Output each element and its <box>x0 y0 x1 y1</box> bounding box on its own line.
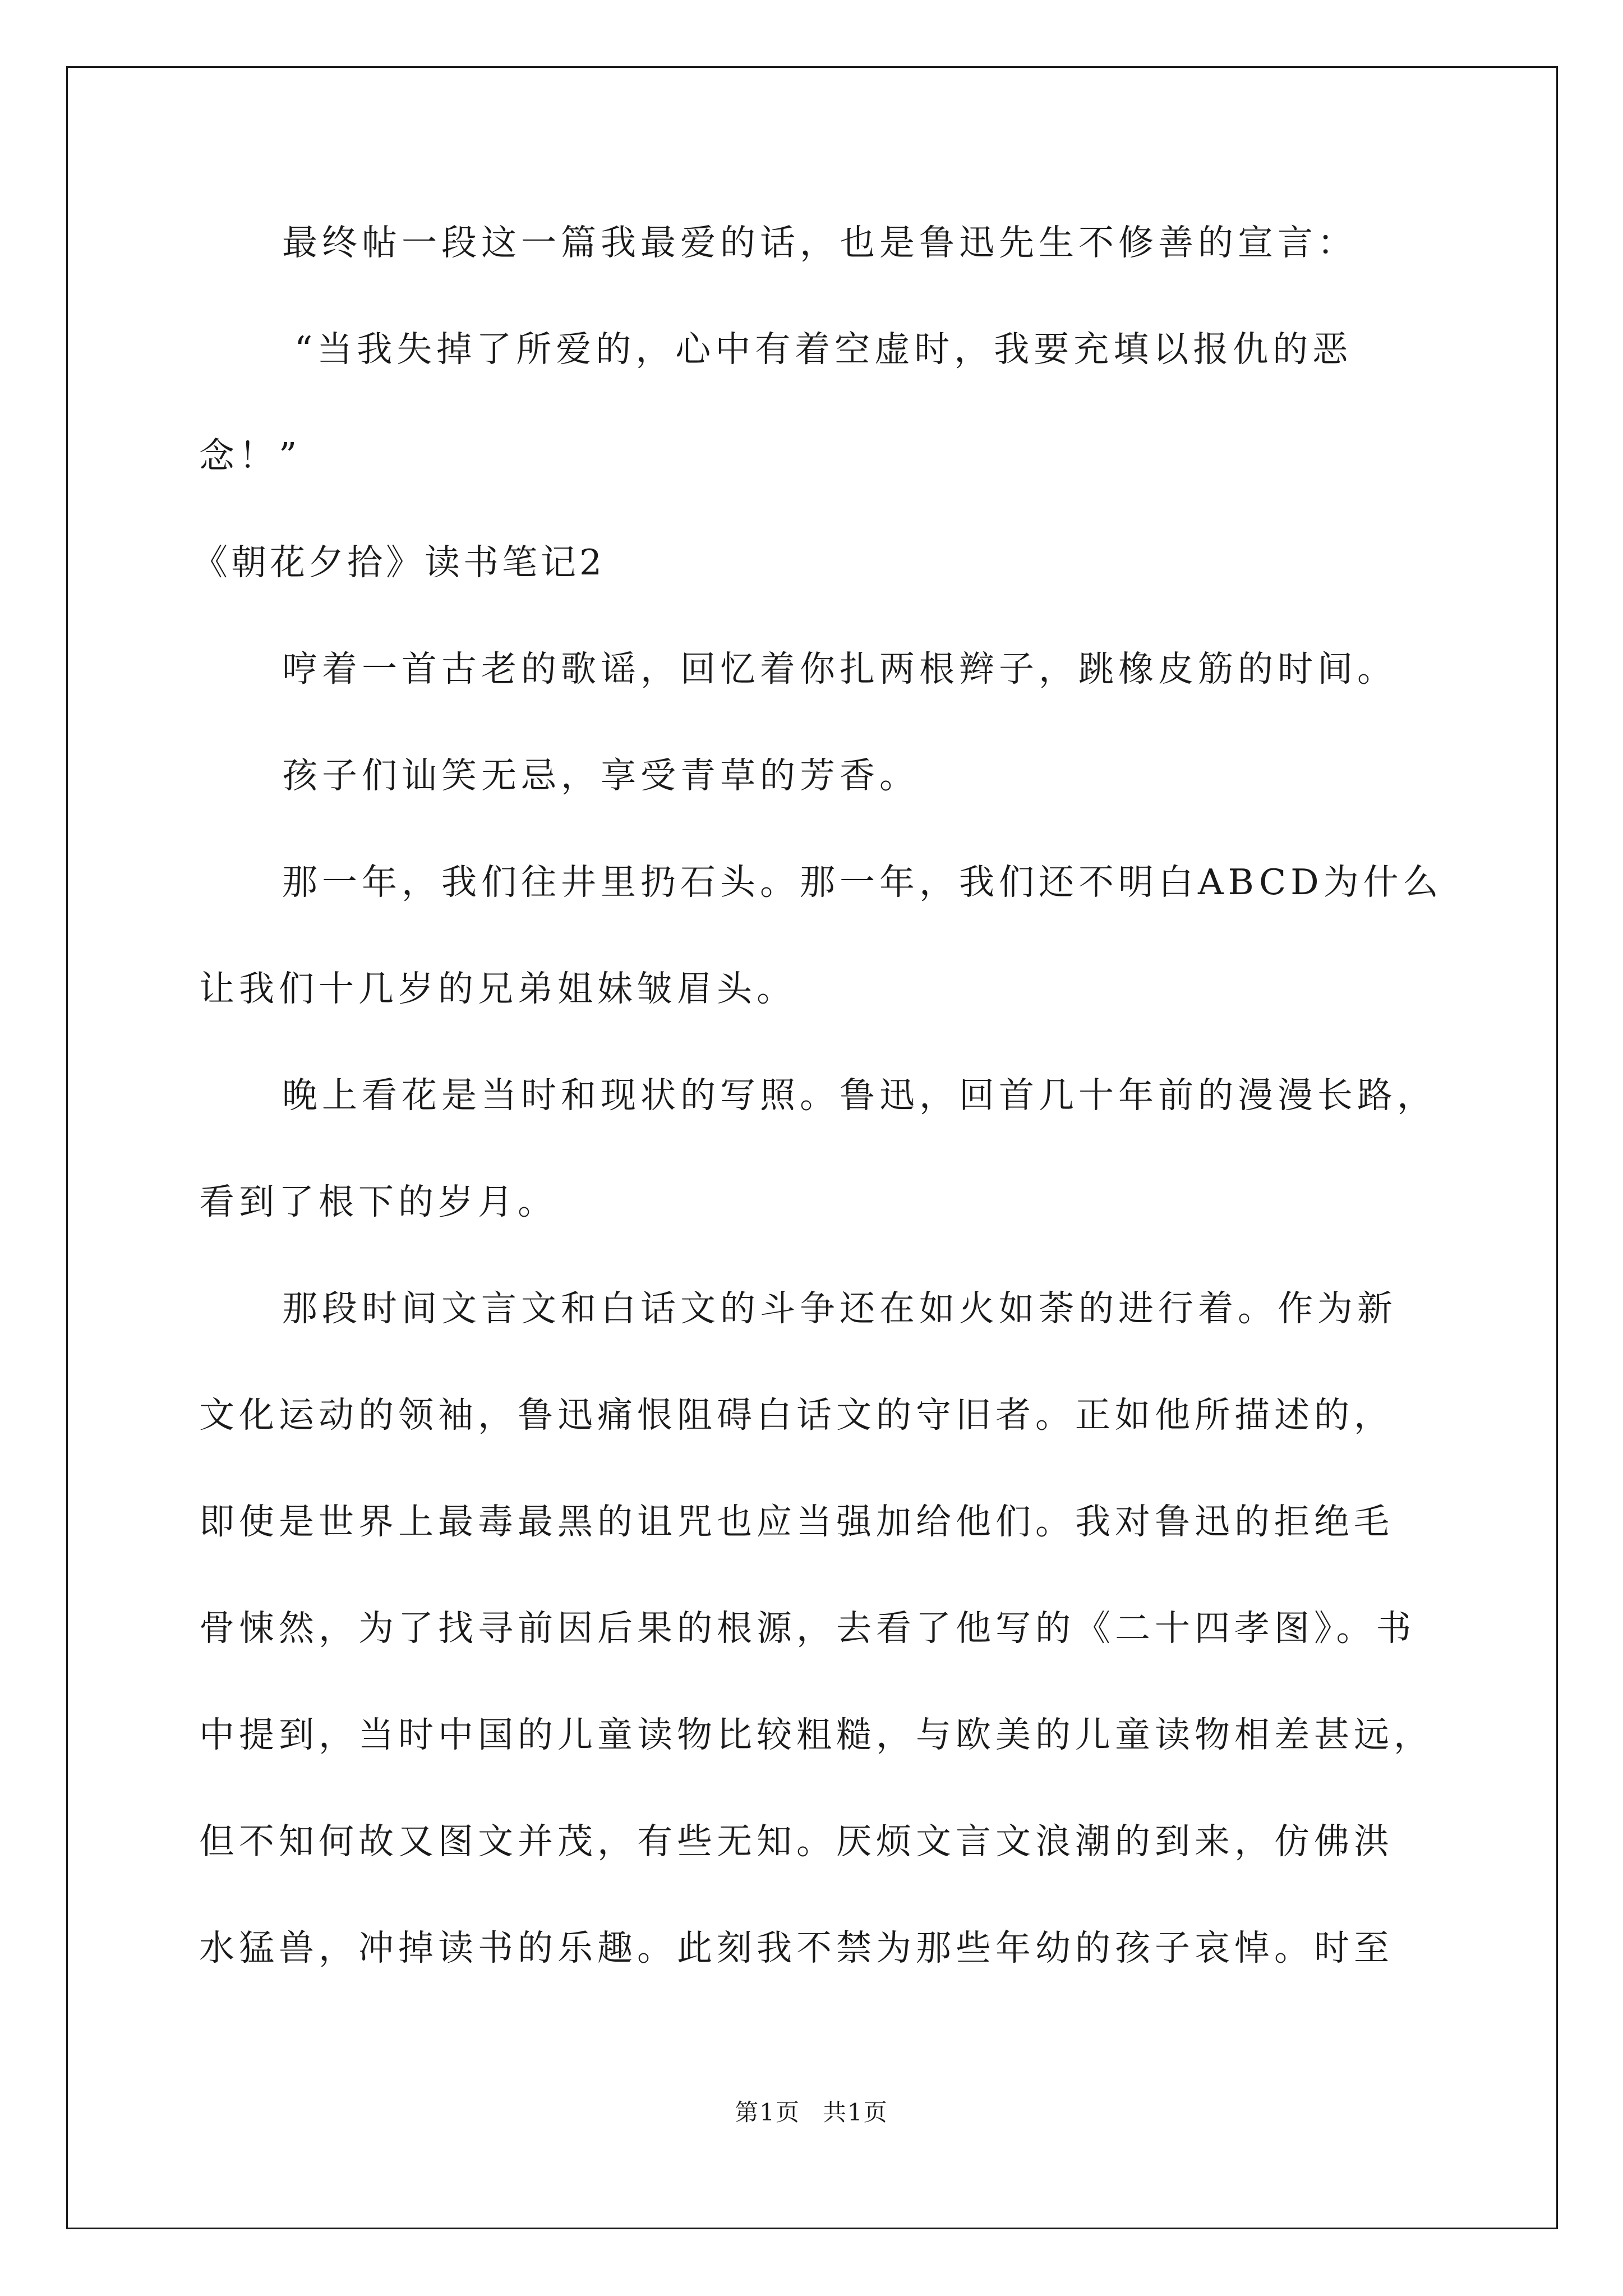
page-total: 共1页 <box>823 2099 888 2126</box>
paragraph-line: 文化运动的领袖，鲁迅痛恨阻碍白话文的守旧者。正如他所描述的， <box>199 1395 1394 1435</box>
paragraph-line: 即使是世界上最毒最黑的诅咒也应当强加给他们。我对鲁迅的拒绝毛 <box>199 1501 1394 1542</box>
paragraph-line: 那段时间文言文和白话文的斗争还在如火如荼的进行着。作为新 <box>282 1288 1397 1329</box>
paragraph-line: 水猛兽，冲掉读书的乐趣。此刻我不禁为那些年幼的孩子哀悼。时至 <box>199 1927 1394 1968</box>
paragraph-line: 晚上看花是当时和现状的写照。鲁迅，回首几十年前的漫漫长路， <box>282 1075 1437 1116</box>
page-border <box>66 66 1558 2229</box>
page-footer <box>0 2096 1623 2129</box>
paragraph-line: 骨悚然，为了找寻前因后果的根源，去看了他写的《二十四孝图》。书 <box>199 1608 1416 1649</box>
section-heading: 《朝花夕拾》读书笔记2 <box>192 542 606 583</box>
paragraph-line: 那一年，我们往井里扔石头。那一年，我们还不明白ABCD为什么 <box>282 862 1443 903</box>
page-number: 第1页 <box>735 2099 800 2126</box>
paragraph-line: 但不知何故又图文并茂，有些无知。厌烦文言文浪潮的到来，仿佛洪 <box>199 1821 1394 1862</box>
paragraph-line: 中提到，当时中国的儿童读物比较粗糙，与欧美的儿童读物相差甚远， <box>199 1714 1433 1755</box>
paragraph-line: 看到了根下的岁月。 <box>199 1181 557 1222</box>
paragraph-line: 孩子们讪笑无忌，享受青草的芳香。 <box>282 755 919 796</box>
paragraph-line: 让我们十几岁的兄弟姐妹皱眉头。 <box>199 968 796 1009</box>
quote-line: “当我失掉了所爱的，心中有着空虚时，我要充填以报仇的恶 <box>294 329 1353 370</box>
paragraph-line: 哼着一首古老的歌谣，回忆着你扎两根辫子，跳橡皮筋的时间。 <box>282 648 1397 689</box>
paragraph-line: 最终帖一段这一篇我最爱的话，也是鲁迅先生不修善的宣言： <box>282 222 1357 263</box>
quote-line: 念！” <box>199 435 302 476</box>
